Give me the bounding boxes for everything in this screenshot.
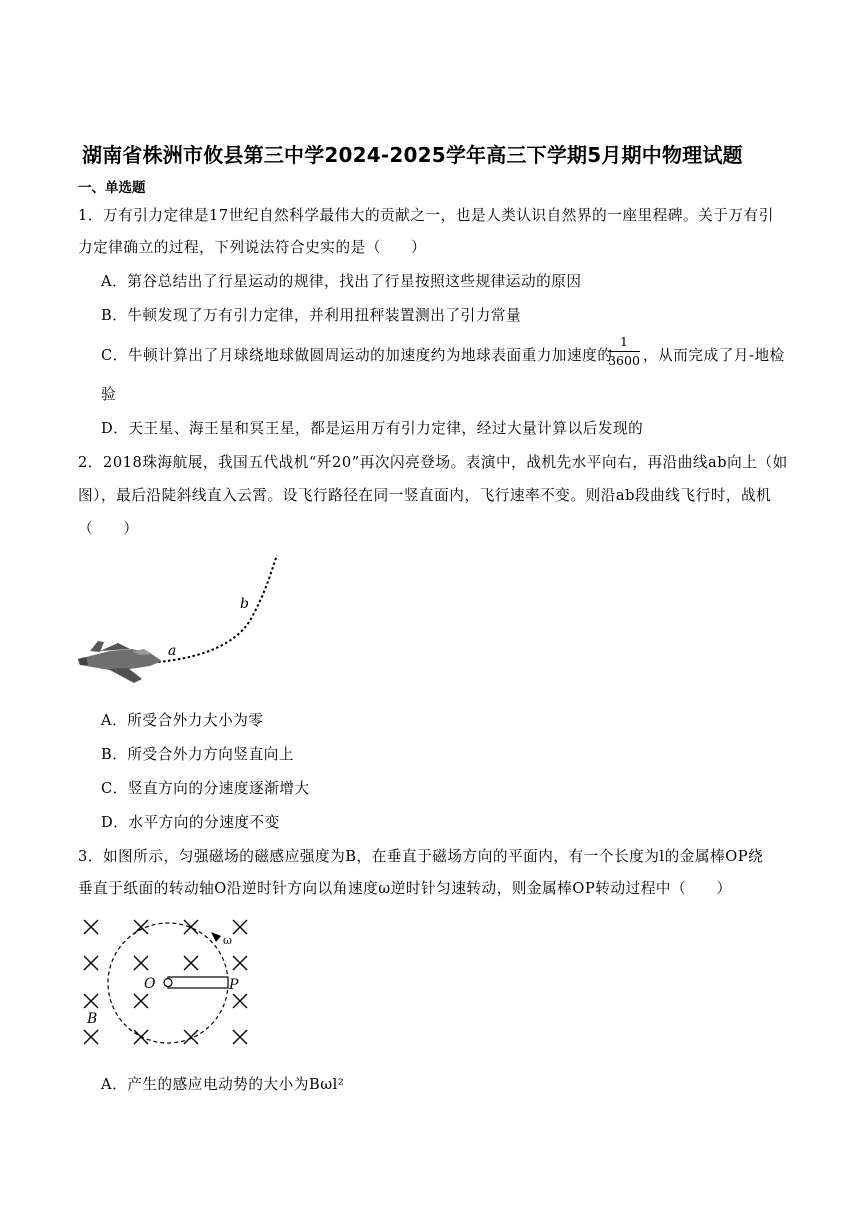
q3-stem-line1: 3．如图所示，匀强磁场的磁感应强度为B，在垂直于磁场方向的平面内，有一个长度为l的金属棒OP绕 (78, 848, 764, 865)
pivot-axis (164, 979, 172, 987)
q2-option-c: C．竖直方向的分速度逐渐增大 (101, 780, 310, 797)
jet-icon (78, 641, 162, 683)
magnetic-field-figure (76, 912, 256, 1054)
page-title: 湖南省株洲市攸县第三中学2024-2025学年高三下学期5月期中物理试题 (82, 143, 743, 167)
q1-option-c-text: C．牛顿计算出了月球绕地球做圆周运动的加速度约为地球表面重力加速度的 (101, 347, 613, 364)
q2-stem-line1: 2．2018珠海航展，我国五代战机“歼20”再次闪亮登场。表演中，战机先水平向右，再沿曲线ab向上（如 (78, 454, 788, 471)
q3-stem-line2: 垂直于纸面的转动轴O沿逆时针方向以角速度ω逆时针匀速转动，则金属棒OP转动过程中（ ） (78, 880, 732, 897)
q2-option-d: D．水平方向的分速度不变 (101, 814, 280, 831)
metal-rod (168, 977, 228, 988)
fraction-denominator: 3600 (608, 353, 640, 368)
q1-stem-line2: 力定律确立的过程，下列说法符合史实的是（ ） (78, 239, 427, 256)
label-omega: ω (223, 934, 232, 947)
fraction-numerator: 1 (620, 334, 628, 349)
rotation-arrow-icon (211, 932, 221, 942)
q3-option-a: A．产生的感应电动势的大小为Bωl² (101, 1076, 345, 1093)
q1-fraction (604, 333, 644, 370)
q2-option-b: B．所受合外力方向竖直向上 (101, 746, 295, 763)
q1-option-b: B．牛顿发现了万有引力定律，并利用扭秤装置测出了引力常量 (101, 307, 522, 324)
q1-stem-line1: 1．万有引力定律是17世纪自然科学最伟大的贡献之一，也是人类认识自然界的一座里程碑。关于万有引 (78, 207, 774, 224)
label-B: B (87, 1011, 98, 1027)
q1-option-a: A．第谷总结出了行星运动的规律，找出了行星按照这些规律运动的原因 (101, 273, 582, 290)
q1-option-c-tail: ，从而完成了月-地检 (643, 347, 785, 364)
label-b: b (240, 596, 249, 612)
q1-option-c-line2: 验 (101, 386, 117, 403)
q2-stem-line3: （ ） (78, 520, 139, 537)
q2-option-a: A．所受合外力大小为零 (101, 712, 264, 729)
label-O: O (144, 976, 156, 992)
label-P: P (229, 977, 239, 993)
jet-figure (70, 545, 300, 695)
q2-stem-line2: 图），最后沿陡斜线直入云霄。设飞行路径在同一竖直面内，飞行速率不变。则沿ab段曲线飞行时，战机 (78, 487, 772, 504)
section-heading: 一、单选题 (78, 180, 146, 196)
label-a: a (168, 643, 177, 659)
q1-option-d: D．天王星、海王星和冥王星，都是运用万有引力定律，经过大量计算以后发现的 (101, 420, 644, 437)
